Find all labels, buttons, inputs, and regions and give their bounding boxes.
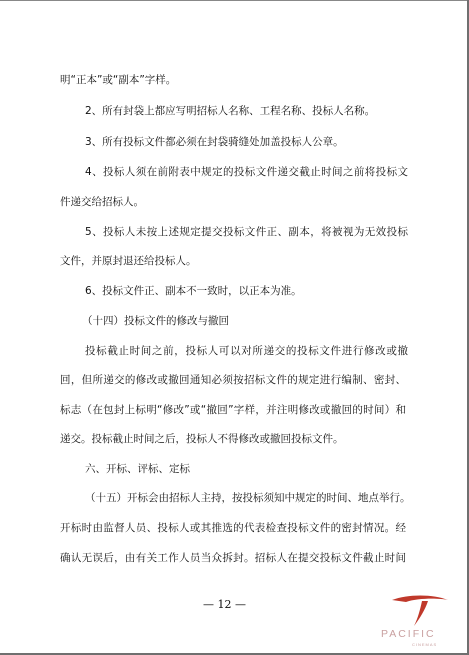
section-heading: 六、开标、评标、定标: [85, 463, 190, 475]
text-line: 文件，并原封退还给投标人。: [60, 255, 197, 267]
text-line: 5、投标人未按上述规定提交投标文件正、副本，将被视为无效投标: [85, 226, 408, 238]
text-line: 开标时由监督人员、投标人或其推选的代表检查投标文件的密封情况。经: [60, 522, 406, 534]
text-line: 2、所有封袋上都应写明招标人名称、工程名称、投标人名称。: [85, 105, 376, 117]
text-line: 确认无误后，由有关工作人员当众拆封。招标人在提交投标文件截止时间: [60, 552, 406, 564]
text-line: （十五）开标会由招标人主持，按投标须知中规定的时间、地点举行。: [85, 492, 411, 504]
text-line: 回，但所递交的修改或撤回通知必须按招标文件的规定进行编制、密封、: [60, 374, 406, 386]
text-line: 递交。投标截止时间之后，投标人不得修改或撤回投标文件。: [60, 433, 344, 445]
text-line: 投标截止时间之前，投标人可以对所递交的投标文件进行修改或撤: [85, 345, 408, 357]
text-line: 标志（在包封上标明“修改”或“撤回”字样，并注明修改或撤回的时间）和: [60, 404, 406, 416]
text-line: 明“正本”或“副本”字样。: [60, 74, 177, 86]
text-line: 6、投标文件正、副本不一致时，以正本为准。: [85, 285, 302, 297]
text-line: 3、所有投标文件都必须在封袋骑缝处加盖投标人公章。: [85, 136, 344, 148]
logo-swoosh-icon: [378, 592, 460, 632]
page-number: — 12 —: [203, 598, 246, 611]
text-line: 4、投标人须在前附表中规定的投标文件递交截止时间之前将投标文: [85, 166, 408, 178]
pacific-cinemas-logo: [378, 592, 460, 652]
logo-subtext: CINEMAS: [412, 642, 438, 647]
logo-text: PACIFIC: [381, 628, 436, 640]
section-heading: （十四）投标文件的修改与撤回: [82, 315, 229, 327]
text-line: 件递交给招标人。: [60, 196, 144, 208]
